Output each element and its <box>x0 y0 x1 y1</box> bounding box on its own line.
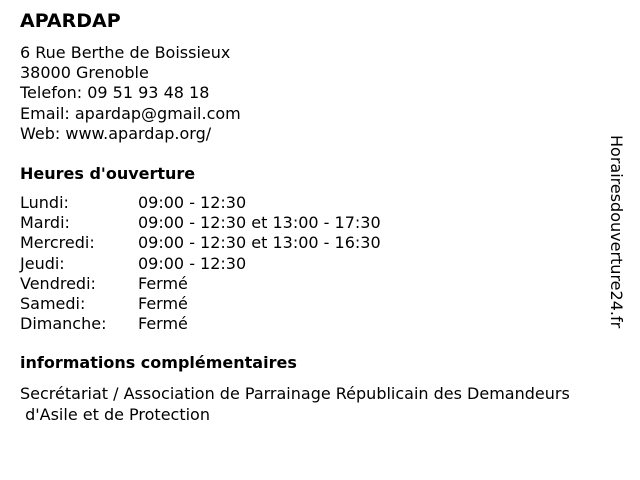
hours-row-monday <box>20 193 381 213</box>
phone-text: Telefon: 09 51 93 48 18 <box>20 83 210 103</box>
hours-row-tuesday <box>20 213 381 233</box>
hours-row-thursday <box>20 254 381 274</box>
hours-value: 09:00 - 12:30 <box>138 253 247 273</box>
hours-row-sunday <box>20 314 381 334</box>
day-label: Samedi: <box>20 293 86 313</box>
hours-heading: Heures d'ouverture <box>20 164 196 183</box>
hours-value: Fermé <box>138 293 188 313</box>
day-label: Vendredi: <box>20 273 96 293</box>
hours-value: Fermé <box>138 314 188 334</box>
day-label: Dimanche: <box>20 314 107 334</box>
hours-row-saturday <box>20 294 381 314</box>
day-label: Jeudi: <box>20 253 65 273</box>
hours-value: Fermé <box>138 273 188 293</box>
info-heading: informations complémentaires <box>20 353 297 372</box>
website-text: Web: www.apardap.org/ <box>20 123 212 143</box>
email-text: Email: apardap@gmail.com <box>20 103 241 123</box>
address-street: 6 Rue Berthe de Boissieux <box>20 43 231 62</box>
contact-block <box>20 43 241 144</box>
day-label: Mardi: <box>20 213 70 233</box>
info-line: Secrétariat / Association de Parrainage Républicain des Demandeurs <box>20 384 570 403</box>
opening-hours-table <box>20 193 381 334</box>
day-label: Mercredi: <box>20 233 95 253</box>
hours-value: 09:00 - 12:30 et 13:00 - 16:30 <box>138 233 381 253</box>
hours-value: 09:00 - 12:30 <box>138 193 247 212</box>
address-city: 38000 Grenoble <box>20 63 149 83</box>
day-label: Lundi: <box>20 193 69 212</box>
org-name: APARDAP <box>20 10 121 32</box>
hours-row-friday <box>20 274 381 294</box>
hours-value: 09:00 - 12:30 et 13:00 - 17:30 <box>138 213 381 233</box>
info-description <box>20 383 625 425</box>
hours-row-wednesday <box>20 233 381 253</box>
site-watermark: Horairesdouverture24.fr <box>607 135 626 329</box>
info-line: d'Asile et de Protection <box>20 405 210 424</box>
